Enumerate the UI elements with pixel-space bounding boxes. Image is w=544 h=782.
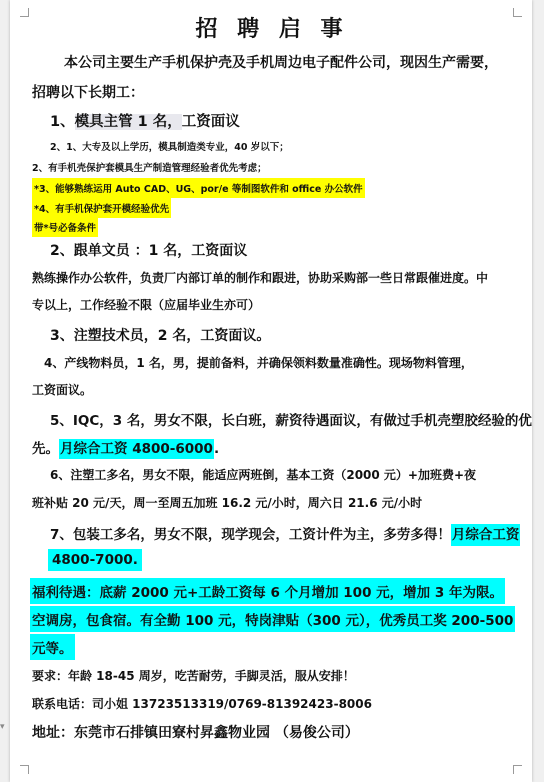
job-1-number: 1、: [50, 114, 75, 130]
job-1-requirement-2: 2、有手机壳保护套模具生产制造管理经验者优先考虑；: [32, 163, 267, 174]
job-5-prefix: 先。: [32, 441, 59, 457]
job-4-line-1: 4、产线物料员，1 名，男，提前备料，并确保领料数量准确性。现场物料管理，: [44, 356, 473, 370]
job-5-suffix: .: [213, 441, 220, 457]
job-7-salary-highlight: 4800-7000.: [48, 549, 142, 571]
benefits-line-2: 空调房，包食宿。有全勤 100 元，特岗津贴（300 元），优秀员工奖 200-500: [30, 606, 515, 632]
contact-line: 联系电话：司小姐 13723513319/0769-81392423-8006: [32, 697, 372, 711]
job-7-description: 7、包装工多名，男女不限，现学现会，工资计件为主，多劳多得！: [50, 527, 451, 543]
requirements-line: 要求：年龄 18-45 周岁，吃苦耐劳，手脚灵活，服从安排！: [32, 669, 355, 683]
job-1-requirement-4: *4、有手机保护套开模经验优先: [32, 198, 171, 218]
intro-line-2: 招聘以下长期工：: [32, 85, 144, 101]
job-5-salary-highlight: 月综合工资 4800-6000: [60, 441, 213, 457]
benefits-line-1: 福利待遇：底薪 2000 元+工龄工资每 6 个月增加 100 元，增加 3 年为限。: [30, 578, 505, 604]
benefits-line-3: 元等。: [30, 634, 75, 660]
paragraph-marker-icon: ▾: [0, 722, 5, 732]
job-6-line-1: 6、注塑工多名，男女不限，能适应两班倒，基本工资（2000 元）+加班费+夜: [50, 468, 477, 482]
job-1-required-note: 带*号必备条件: [32, 217, 98, 237]
job-7-line-1: [50, 523, 520, 543]
crop-mark-bottom-left: [20, 765, 29, 774]
page-title: 招 聘 启 事: [195, 17, 349, 42]
job-1-salary: 工资面议: [181, 114, 240, 130]
job-2-description-2: 专以上，工作经验不限（应届毕业生亦可）: [32, 298, 261, 312]
address-line: 地址：东莞市石排镇田寮村昇鑫物业园 （易俊公司）: [32, 725, 359, 741]
job-1-requirement-1: 2、1、大专及以上学历，模具制造类专业，40 岁以下；: [50, 142, 289, 153]
intro-line-1: 本公司主要生产手机保护壳及手机周边电子配件公司，现因生产需要，: [64, 55, 498, 71]
job-3-heading: 3、注塑技术员，2 名，工资面议。: [50, 328, 271, 344]
job-2-description-1: 熟练操作办公软件，负责厂内部订单的制作和跟进，协助采购部一些日常跟催进度。中: [32, 271, 489, 285]
job-2-heading: 2、跟单文员 ：1 名，工资面议: [50, 243, 248, 259]
job-5-line-2: [32, 437, 219, 457]
job-1-label: 模具主管 1 名，: [74, 114, 182, 130]
crop-mark-bottom-right: [513, 765, 522, 774]
job-1-heading: [50, 110, 240, 131]
job-7-salary-label-highlight: 月综合工资: [451, 524, 521, 546]
job-4-line-2: 工资面议。: [32, 383, 93, 397]
job-1-requirement-3: *3、能够熟练运用 Auto CAD、UG、por/e 等制图软件和 office 办公软件: [32, 178, 365, 198]
job-5-line-1: 5、IQC，3 名，男女不限，长白班，薪资待遇面议，有做过手机壳塑胶经验的优: [50, 413, 532, 429]
job-6-line-2: 班补贴 20 元/天，周一至周五加班 16.2 元/小时，周六日 21.6 元/小时: [32, 496, 423, 510]
